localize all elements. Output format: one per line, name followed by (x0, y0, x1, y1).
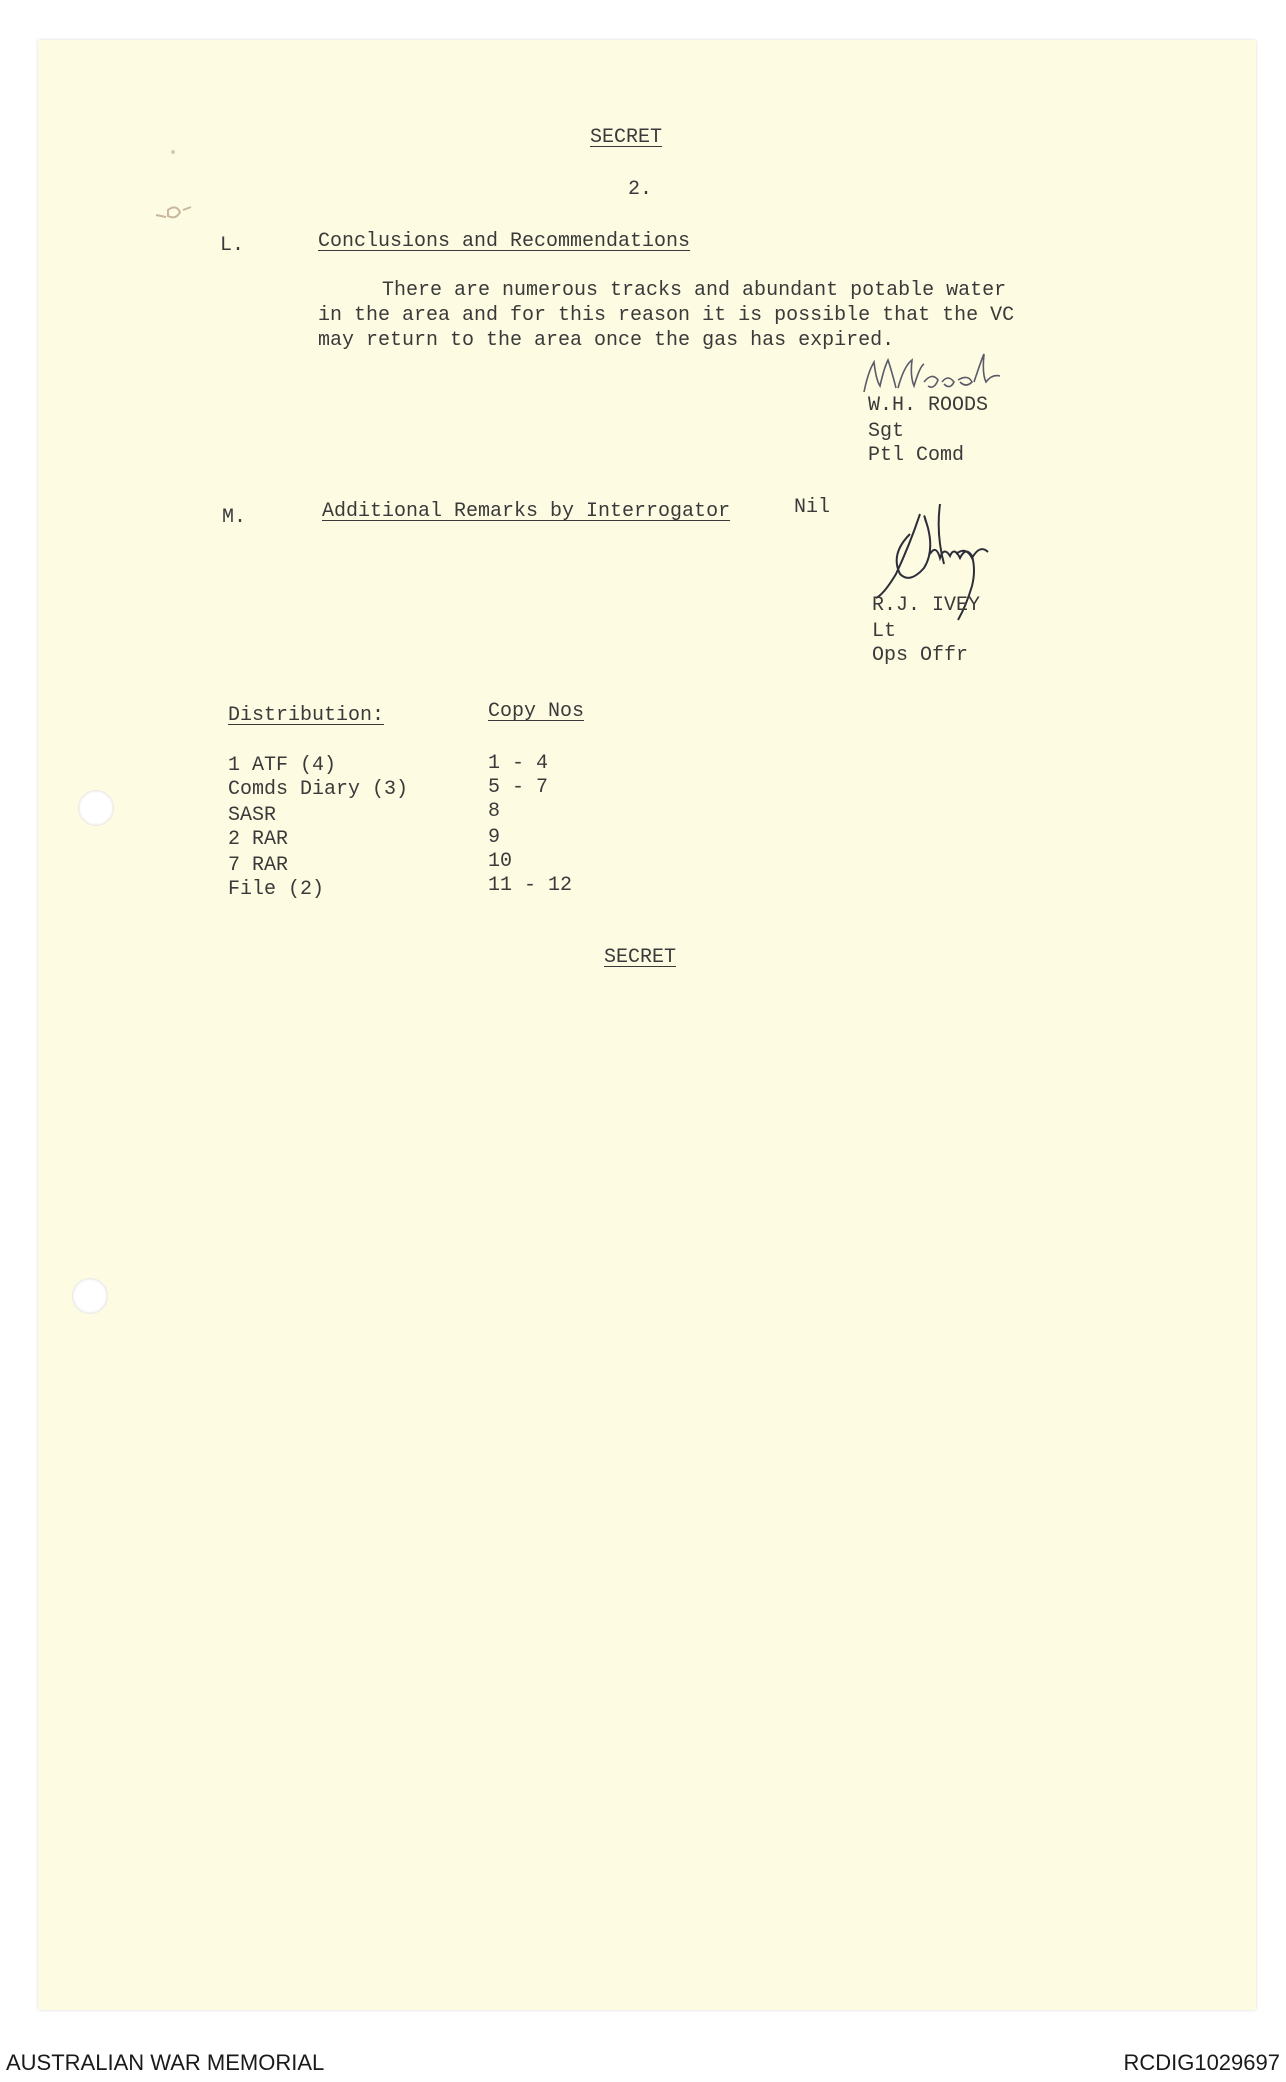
signatory-1-name: W.H. ROODS (868, 394, 989, 417)
distribution-copies: 9 (488, 826, 501, 849)
page-number: 2. (628, 178, 653, 201)
footer-record-id: RCDIG1029697 (1123, 2050, 1280, 2075)
handwritten-signature-roods (858, 352, 1008, 400)
signatory-1-role: Ptl Comd (868, 444, 965, 467)
distribution-recipient: Comds Diary (3) (228, 778, 409, 801)
distribution-copies: 5 - 7 (488, 776, 549, 799)
distribution-copies: 1 - 4 (488, 752, 549, 775)
copy-nos-header: Copy Nos (488, 700, 585, 723)
punch-hole-top (78, 790, 114, 826)
distribution-recipient: 1 ATF (4) (228, 754, 337, 777)
signatory-2-rank: Lt (872, 620, 897, 643)
classification-bottom: SECRET (604, 946, 677, 969)
paragraph-line-3: may return to the area once the gas has expired. (318, 329, 895, 352)
section-m-letter: M. (222, 506, 247, 529)
distribution-header: Distribution: (228, 704, 385, 727)
section-l-heading: Conclusions and Recommendations (318, 230, 691, 253)
footer-archive-name: AUSTRALIAN WAR MEMORIAL (6, 2050, 325, 2075)
distribution-recipient: File (2) (228, 878, 325, 901)
distribution-recipient: 7 RAR (228, 854, 289, 877)
section-m-value: Nil (794, 496, 831, 519)
paper-blemish-mark (128, 140, 208, 250)
section-l-paragraph (318, 278, 1078, 353)
punch-hole-bottom (72, 1278, 108, 1314)
distribution-recipient: SASR (228, 804, 277, 827)
paragraph-line-1: There are numerous tracks and abundant potable water (382, 279, 1007, 302)
distribution-copies: 11 - 12 (488, 874, 573, 897)
distribution-copies: 10 (488, 850, 513, 873)
distribution-recipient: 2 RAR (228, 828, 289, 851)
signatory-2-role: Ops Offr (872, 644, 969, 667)
classification-top: SECRET (590, 126, 663, 149)
distribution-copies: 8 (488, 800, 501, 823)
section-m-heading: Additional Remarks by Interrogator (322, 500, 731, 523)
signatory-1-rank: Sgt (868, 420, 905, 443)
section-l-letter: L. (220, 234, 245, 257)
signatory-2-name: R.J. IVEY (872, 594, 981, 617)
paragraph-line-2: in the area and for this reason it is possible that the VC (318, 304, 1015, 327)
